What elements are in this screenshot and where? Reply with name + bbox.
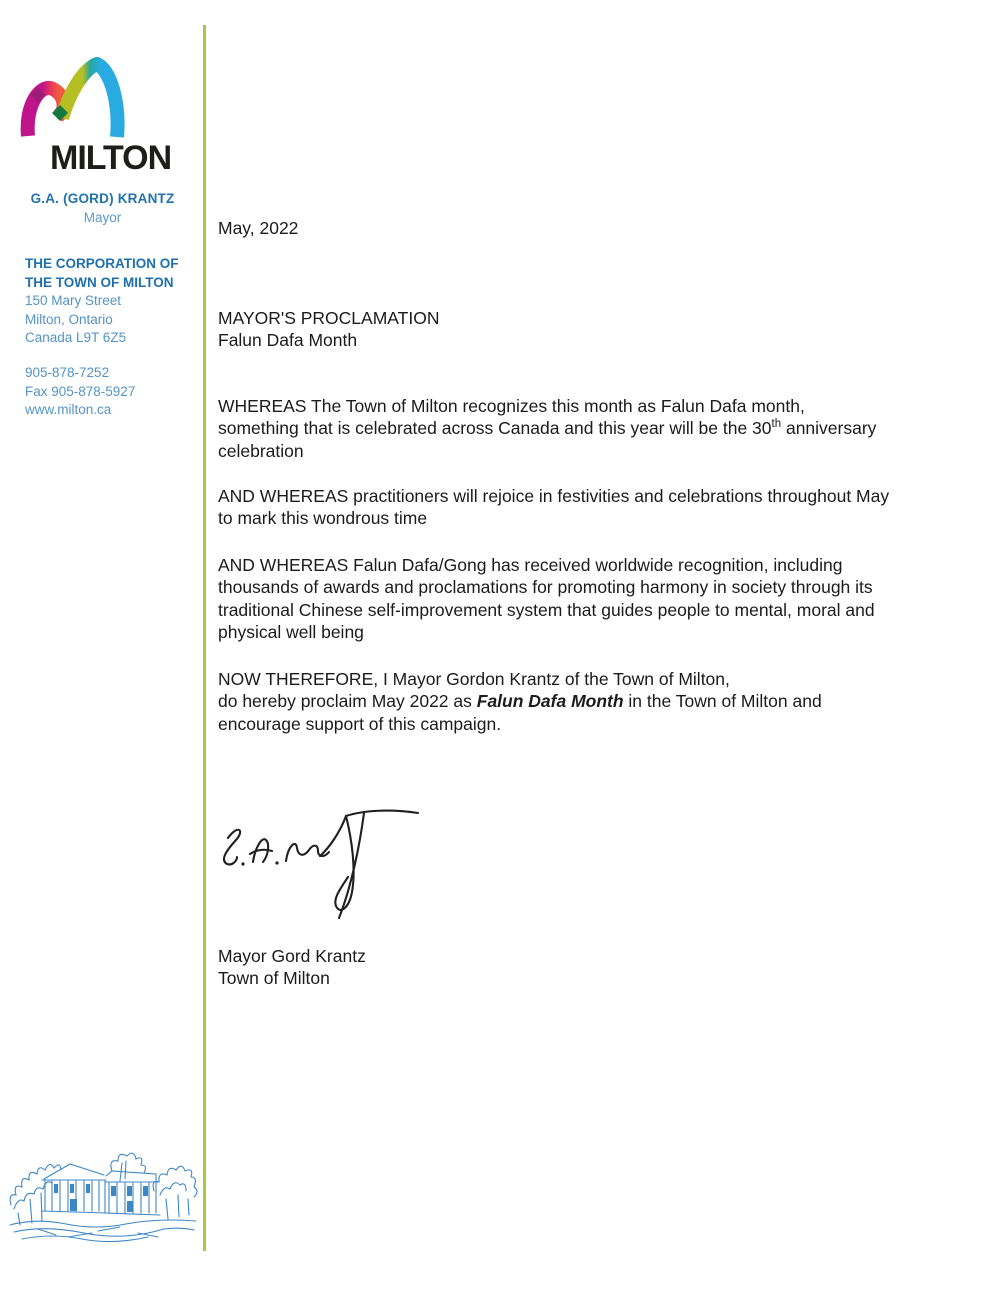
- letter-date: May, 2022: [218, 218, 299, 238]
- title-line2: Falun Dafa Month: [218, 330, 358, 351]
- milton-logo-mark-icon: [16, 57, 134, 141]
- falun-dafa-month-emphasis: Falun Dafa Month: [476, 691, 624, 712]
- paragraph-whereas-2: AND WHEREAS practitioners will rejoice in festivities and celebrations throughout May to mark this wondrous time: [218, 486, 890, 529]
- corporation-line1: THE CORPORATION OF: [25, 256, 179, 271]
- paragraph-whereas-1: WHEREAS The Town of Milton recognizes this month as Falun Dafa month, something that is celebrated across Canada and this year will be the 30th anniversary celebration: [218, 396, 877, 461]
- corporation-address-block: [25, 255, 179, 348]
- contact-block: [25, 364, 135, 420]
- corporation-line2: THE TOWN OF MILTON: [25, 274, 174, 290]
- website-url: www.milton.ca: [25, 402, 112, 418]
- signoff-name: Mayor Gord Krantz: [218, 946, 366, 966]
- title-line1: MAYOR'S PROCLAMATION: [218, 308, 440, 328]
- paragraph-now-therefore: NOW THEREFORE, I Mayor Gordon Krantz of the Town of Milton, do hereby proclaim May 2022 as Falun Dafa Month in the Town of Milton and encourage support of this campaign.: [218, 669, 822, 734]
- paragraph-whereas-3: AND WHEREAS Falun Dafa/Gong has received worldwide recognition, including thousands of awards and proclamations for promoting harmony in society through its traditional Chinese self-improvement system that guides people to mental, moral and physical well being: [218, 555, 875, 643]
- signoff-org: Town of Milton: [218, 968, 330, 989]
- town-hall-sketch: [8, 1147, 200, 1251]
- ordinal-superscript: th: [771, 418, 782, 431]
- accent-vertical-rule: [203, 25, 206, 1251]
- phone-number: 905-878-7252: [25, 365, 110, 380]
- address-postal: Canada L9T 6Z5: [25, 330, 127, 346]
- mayor-title: Mayor: [83, 210, 122, 225]
- mayor-name: G.A. (GORD) KRANTZ: [30, 191, 175, 206]
- letter-title: [218, 307, 439, 352]
- mayor-signature-image: [212, 798, 427, 933]
- address-city: Milton, Ontario: [25, 311, 113, 327]
- milton-wordmark: MILTON: [50, 139, 172, 177]
- fax-number: Fax 905-878-5927: [25, 383, 136, 399]
- address-street: 150 Mary Street: [25, 293, 122, 309]
- signoff-block: [218, 945, 366, 990]
